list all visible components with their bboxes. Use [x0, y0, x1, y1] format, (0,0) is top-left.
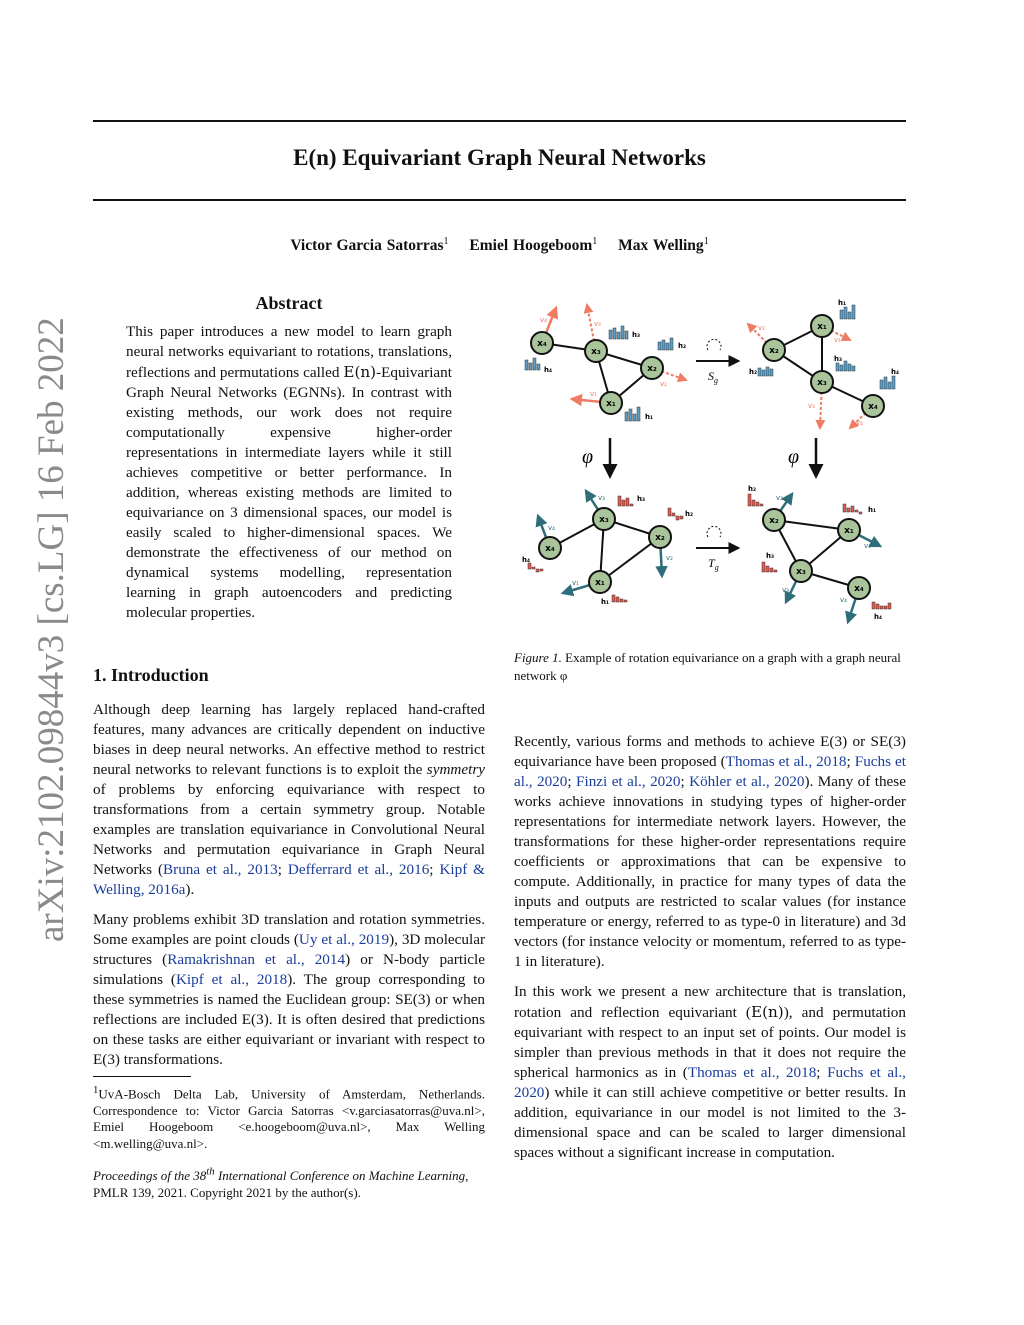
text: ;	[816, 1064, 828, 1081]
title-rule-top	[93, 120, 906, 122]
text: Proceedings of the	[93, 1168, 194, 1184]
svg-text:h₂: h₂	[748, 485, 757, 493]
svg-text:Sg	[708, 369, 718, 385]
svg-text:v₂: v₂	[660, 380, 667, 388]
svg-text:h₃: h₃	[766, 552, 775, 560]
svg-text:h₄: h₄	[891, 368, 900, 376]
citation-link[interactable]: Köhler et al., 2020	[689, 773, 805, 790]
svg-text:v₂: v₂	[776, 494, 783, 502]
arxiv-stamp: arXiv:2102.09844v3 [cs.LG] 16 Feb 2022	[31, 317, 72, 942]
intro-paragraph	[93, 700, 485, 900]
right-paragraph	[514, 982, 906, 1163]
svg-text:h₃: h₃	[632, 331, 641, 339]
footnote-text: UvA-Bosch Delta Lab, University of Amsterdam, Netherlands. Correspondence to: Victor Garcia Satorras <v.garciasatorras@uva.nl>, Emiel Hoogeboom <e.hoogeboom@uva.nl>, Max Welling <m.welling@uva.nl>.	[93, 1086, 485, 1151]
paper-title: E(n) Equivariant Graph Neural Networks	[293, 145, 706, 170]
citation-link[interactable]: Fuchs et al., 2020	[514, 753, 906, 790]
text: ;	[429, 861, 440, 878]
figure-graph-equivariance	[508, 288, 908, 638]
citation-link[interactable]: Fuchs et al., 2020	[514, 1064, 906, 1101]
citation-link[interactable]: Ramakrishnan et al., 2014	[167, 951, 346, 968]
svg-text:x₁: x₁	[606, 399, 616, 409]
svg-text:x₁: x₁	[817, 322, 827, 332]
svg-text:Tg	[708, 556, 719, 572]
title-rule-bottom	[93, 199, 906, 201]
abstract-en-symbol: E(n)	[343, 363, 377, 381]
operator-T	[696, 526, 738, 572]
citation-link[interactable]: Kipf et al., 2018	[175, 971, 288, 988]
citation-link[interactable]: Defferrard et al., 2016	[287, 861, 430, 878]
svg-text:v₂: v₂	[666, 554, 673, 562]
svg-text:x₄: x₄	[537, 339, 547, 349]
svg-text:x₄: x₄	[545, 544, 555, 554]
phi-arrow-left	[582, 438, 610, 476]
text: In this work we present a new architecture that is translation, rotation and reflection equivariant (	[514, 983, 906, 1021]
figure-caption-text: Example of rotation equivariance on a graph with a graph neural network φ	[514, 650, 901, 683]
footnote	[93, 1082, 485, 1152]
proceedings-note	[93, 1164, 485, 1201]
text: Although deep learning has largely replaced hand-crafted features, many advances are critically dependent on inductive biases in deep neural networks. An effective method to restrict neural networks to relevant functions is to exploit the	[93, 701, 485, 778]
svg-text:x₁: x₁	[844, 526, 854, 536]
text: ). The group corresponding to these symmetries is named the Euclidean group: SE(3) or when reflections are included E(3). It is often desired that predictions on these tasks are either equivariant or invariant with respect to E(3) transformations.	[93, 971, 485, 1068]
graph-top-left	[525, 305, 686, 421]
citation-link[interactable]: Finzi et al., 2020	[576, 773, 681, 790]
graph-top-right	[748, 299, 899, 428]
citation-link[interactable]: Thomas et al., 2018	[687, 1064, 817, 1081]
operator-S-sub: g	[714, 376, 718, 385]
text: th	[206, 1166, 215, 1178]
text: ) or N-body particle simulations (	[93, 951, 485, 988]
operator-T-label: T	[708, 556, 715, 570]
text: ). Many of these works achieve innovations in studying types of higher-order representations for intermediate network layers. However, the transformations for these higher-order representations require coefficients or approximations that can be expensive to compute. Additionally, in practice for many types of data the inputs and outputs are restricted to scalar values (for instance temperature or energy, referred to as type-0 in literature) and 3d vectors (for instance velocity or momentum, referred to as type-1 in literature).	[514, 773, 906, 970]
text: , PMLR 139, 2021. Copyright 2021 by the author(s).	[93, 1168, 469, 1201]
text: ).	[185, 881, 195, 898]
intro-heading: 1. Introduction	[93, 665, 209, 685]
svg-text:h₄: h₄	[544, 366, 553, 374]
svg-text:v₃: v₃	[808, 402, 815, 410]
text: ;	[846, 753, 855, 770]
svg-text:h₄: h₄	[522, 556, 531, 564]
right-paragraph	[514, 732, 906, 972]
graph-bottom-right	[748, 485, 891, 622]
abstract-text: This paper introduces a new model to learn graph neural networks equivariant to rotations, translations, reflections and permutations called	[126, 323, 452, 381]
svg-text:x₄: x₄	[868, 402, 878, 412]
citation-link[interactable]: Thomas et al., 2018	[725, 753, 847, 770]
text: ;	[567, 773, 577, 790]
abstract-body	[126, 322, 452, 623]
svg-text:v₁: v₁	[834, 336, 841, 344]
text: International Conference on Machine Learning	[214, 1168, 466, 1184]
svg-text:v₃: v₃	[594, 320, 601, 328]
citation-link[interactable]: Kipf & Welling, 2016a	[93, 861, 485, 898]
svg-text:v₁: v₁	[590, 390, 597, 398]
text: ;	[680, 773, 690, 790]
figure-caption-label: Figure 1.	[514, 650, 562, 665]
svg-text:h₂: h₂	[749, 368, 758, 376]
text: ), 3D molecular structures (	[93, 931, 486, 968]
svg-text:h₁: h₁	[838, 299, 847, 307]
emphasis: symmetry	[426, 761, 485, 778]
svg-text:h₄: h₄	[874, 613, 883, 621]
en-symbol: E(n)	[750, 1003, 784, 1021]
citation-link[interactable]: Uy et al., 2019	[298, 931, 390, 948]
right-column-body	[514, 732, 906, 1173]
text: Many problems exhibit 3D translation and rotation symmetries. Some examples are point clouds (	[93, 911, 485, 948]
text: 38	[193, 1168, 207, 1184]
intro-paragraph	[93, 910, 485, 1070]
svg-text:x₂: x₂	[769, 346, 779, 356]
graph-bottom-left	[522, 491, 693, 606]
svg-text:h₁: h₁	[601, 598, 610, 606]
svg-text:x₃: x₃	[796, 567, 806, 577]
author-affiliation: 1	[443, 236, 449, 247]
svg-text:h₂: h₂	[685, 510, 694, 518]
svg-text:x₃: x₃	[591, 347, 601, 357]
svg-text:v₄: v₄	[540, 316, 547, 324]
abstract-text: -Equivariant Graph Neural Networks (EGNNs). In contrast with existing methods, our work does not require computationally expensive higher-order representations in intermediate layers while it still achieves competitive or better performance. In addition, whereas existing methods are limited to equivariance on 3 dimensional spaces, our model is easily scaled to higher-dimensional spaces. We demonstrate the effectiveness of our method on dynamical systems modelling, representation learning in graph autoencoders and predicting molecular properties.	[126, 364, 452, 621]
svg-text:v₄: v₄	[856, 419, 863, 427]
svg-text:h₁: h₁	[868, 506, 877, 514]
svg-text:h₂: h₂	[678, 342, 687, 350]
text: Recently, various forms and methods to achieve E(3) or SE(3) equivariance have been proposed (	[514, 733, 906, 770]
author-list	[93, 236, 906, 255]
figure-caption	[514, 649, 906, 684]
author-affiliation: 1	[592, 236, 598, 247]
svg-text:v₃: v₃	[782, 586, 789, 594]
citation-link[interactable]: Bruna et al., 2013	[163, 861, 278, 878]
svg-text:h₃: h₃	[834, 355, 843, 363]
svg-text:x₂: x₂	[655, 533, 665, 543]
text: of problems by enforcing equivariance with respect to transformations from a certain symmetry group. Notable examples are translation equivariance in Convolutional Neural Networks and permutation equivariance in Graph Neural Networks (	[93, 781, 485, 878]
phi-label: φ	[788, 446, 800, 468]
text: ;	[277, 861, 288, 878]
text: ), and permutation equivariant with respect to an input set of points. Our model is simpler than previous methods in that it does not require the spherical harmonics as in (	[514, 1004, 906, 1081]
svg-text:v₄: v₄	[840, 596, 847, 604]
abstract-heading: Abstract	[255, 293, 323, 313]
author-affiliation: 1	[703, 236, 709, 247]
intro-body	[93, 700, 485, 1080]
operator-S	[696, 339, 738, 385]
svg-text:x₄: x₄	[854, 584, 864, 594]
footnote-rule	[93, 1076, 191, 1077]
operator-S-label: S	[708, 369, 714, 383]
svg-text:h₃: h₃	[637, 495, 646, 503]
svg-text:h₁: h₁	[645, 413, 654, 421]
svg-text:x₁: x₁	[595, 578, 605, 588]
svg-text:v₂: v₂	[758, 324, 765, 332]
svg-text:x₃: x₃	[599, 515, 609, 525]
svg-text:x₂: x₂	[769, 516, 779, 526]
author-name: Emiel Hoogeboom	[469, 237, 593, 255]
phi-arrow-right	[788, 438, 816, 476]
svg-text:v₄: v₄	[548, 524, 555, 532]
phi-label: φ	[582, 446, 594, 468]
svg-text:v₃: v₃	[598, 494, 605, 502]
svg-text:v₁: v₁	[864, 542, 871, 550]
text: ) while it can still achieve competitive or better results. In addition, equivariance in our model is not limited to the 3-dimensional space and can be scaled to larger dimensional spaces without a significant increase in computation.	[514, 1084, 906, 1161]
svg-text:v₁: v₁	[572, 579, 579, 587]
author-name: Max Welling	[618, 237, 704, 255]
svg-text:x₂: x₂	[647, 364, 657, 374]
footnote-mark: 1	[93, 1084, 99, 1096]
svg-text:x₃: x₃	[817, 378, 827, 388]
operator-T-sub: g	[714, 563, 719, 572]
author-name: Victor Garcia Satorras	[290, 237, 444, 255]
